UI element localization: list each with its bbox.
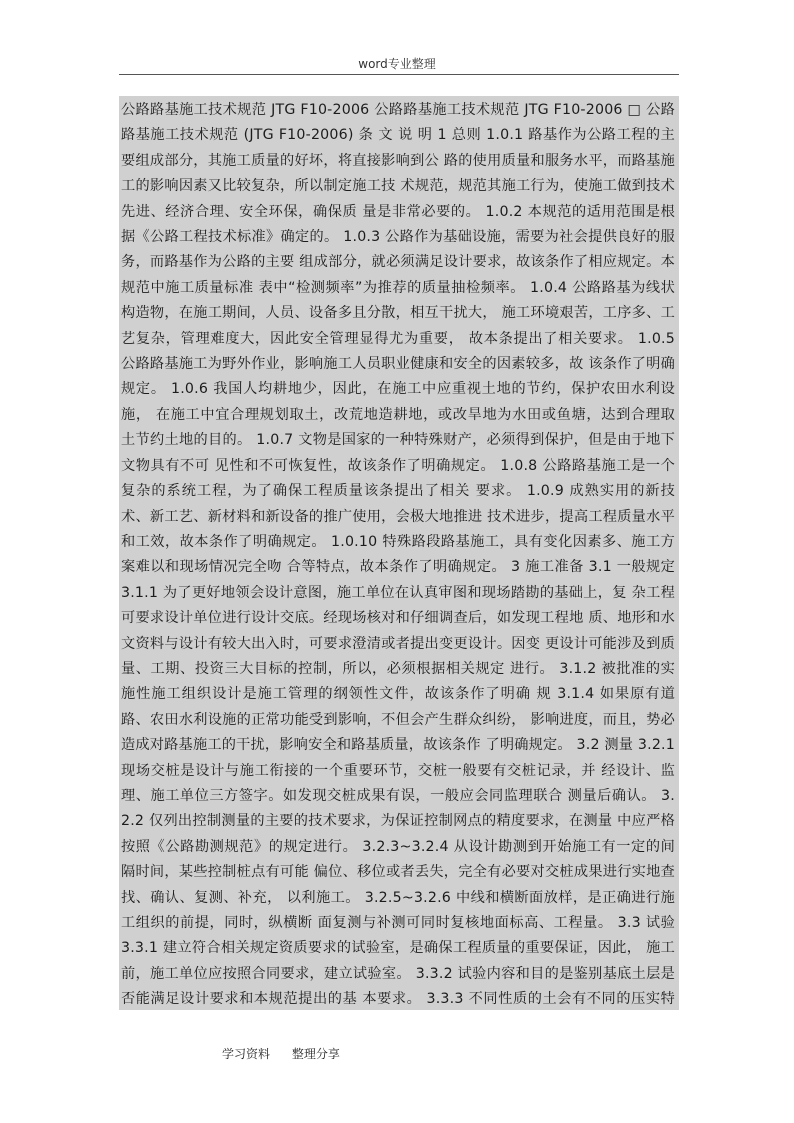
document-body (119, 96, 679, 1010)
footer-label-left: 学习资料 (222, 1047, 271, 1061)
body-paragraph: 公路路基施工技术规范 JTG F10-2006 公路路基施工技术规范 JTG F10-2006 □ 公路路基施工技术规范 (JTG F10-2006) 条 文 说 明 1 总则 1.0.1 路基作为公路工程的主要组成部分，其施工质量的好坏，将直接影响到公 路的使用质量和服务水平，而路基施工的影响因素又比较复杂，所以制定施工技 术规范，规范其施工行为，使施工做到技术先进、经济合理、安全环保，确保质 量是非常必要的。 1.0.2 本规范的适用范围是根据《公路工程技术标准》确定的。 1.0.3 公路作为基础设施，需要为社会提供良好的服务，而路基作为公路的主要 组成部分，就必须满足设计要求，故该条作了相应规定。本规范中施工质量标准 表中“检测频率”为推荐的质量抽检频率。 1.0.4 公路路基为线状构造物，在施工期间，人员、设备多且分散，相互干扰大， 施工环境艰苦，工序多、工艺复杂，管理难度大，因此安全管理显得尤为重要， 故本条提出了相关要求。 1.0.5 公路路基施工为野外作业，影响施工人员职业健康和安全的因素较多，故 该条作了明确规定。 1.0.6 我国人均耕地少，因此，在施工中应重视土地的节约，保护农田水利设施， 在施工中宜合理规划取土，改荒地造耕地，或改旱地为水田或鱼塘，达到合理取 土节约土地的目的。 1.0.7 文物是国家的一种特殊财产，必须得到保护，但是由于地下文物具有不可 见性和不可恢复性，故该条作了明确规定。 1.0.8 公路路基施工是一个复杂的系统工程，为了确保工程质量该条提出了相关 要求。 1.0.9 成熟实用的新技术、新工艺、新材料和新设备的推广使用，会极大地推进 技术进步，提高工程质量水平和工效，故本条作了明确规定。 1.0.10 特殊路段路基施工，具有变化因素多、施工方案难以和现场情况完全吻 合等特点，故本条作了明确规定。 3 施工准备 3.1 一般规定 3.1.1 为了更好地领会设计意图，施工单位在认真审图和现场踏勘的基础上，复 杂工程可要求设计单位进行设计交底。经现场核对和仔细调查后，如发现工程地 质、地形和水文资料与设计有较大出入时，可要求澄清或者提出变更设计。因变 更设计可能涉及到质量、工期、投资三大目标的控制，所以，必须根据相关规定 进行。 3.1.2 被批准的实施性施工组织设计是施工管理的纲领性文件，故该条作了明确 规 3.1.4 如果原有道路、农田水利设施的正常功能受到影响，不但会产生群众纠纷， 影响进度，而且，势必造成对路基施工的干扰，影响安全和路基质量，故该条作 了明确规定。 3.2 测量 3.2.1 现场交桩是设计与施工衔接的一个重要环节，交桩一般要有交桩记录，并 经设计、监理、施工单位三方签字。如发现交桩成果有误，一般应会同监理联合 测量后确认。 3.2.2 仅列出控制测量的主要的技术要求，为保证控制网点的精度要求，在测量 中应严格按照《公路勘测规范》的规定进行。 3.2.3~3.2.4 从设计勘测到开始施工有一定的间隔时间，某些控制桩点有可能 偏位、移位或者丢失，完全有必要对交桩成果进行实地查找、确认、复测、补充， 以利施工。 3.2.5~3.2.6 中线和横断面放样，是正确进行施工组织的前提，同时，纵横断 面复测与补测可同时复核地面标高、工程量。 3.3 试验 3.3.1 建立符合相关规定资质要求的试验室，是确保工程质量的重要保证，因此， 施工前，施工单位应按照合同要求，建立试验室。 3.3.2 试验内容和目的是鉴别基底土层是否能满足设计要求和本规范提出的基 本要求。 3.3.3 不同性质的土会有不同的压实特 (121, 102, 675, 1008)
page-footer (0, 1045, 782, 1062)
footer-label-right: 整理分享 (291, 1047, 340, 1061)
header-divider (119, 74, 679, 75)
page-header: word专业整理 (358, 57, 436, 71)
